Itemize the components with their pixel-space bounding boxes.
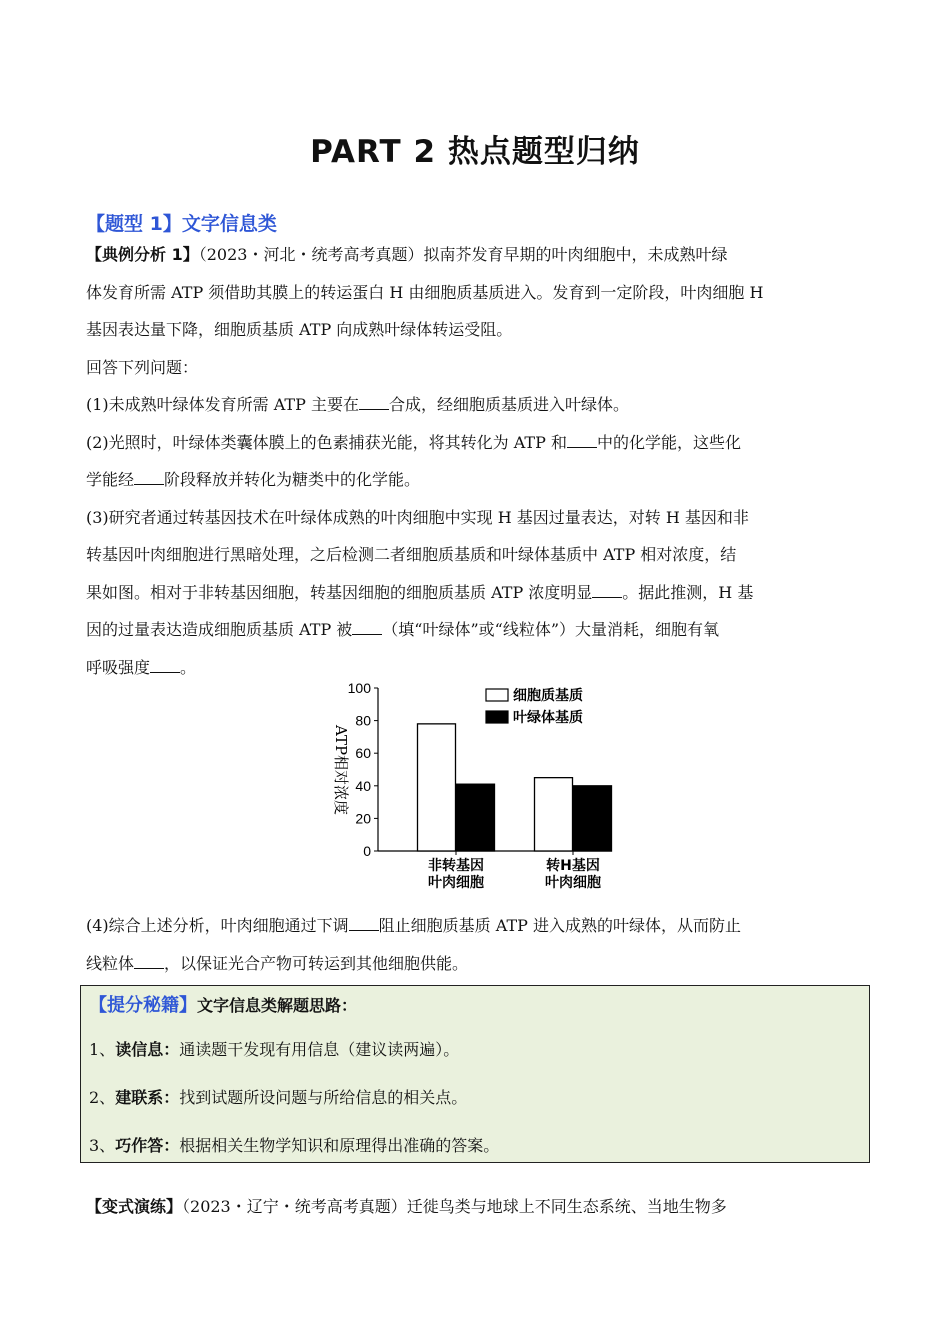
y-tick-label: 0 <box>363 843 371 859</box>
example-line-1 <box>86 236 866 274</box>
answer-blank[interactable] <box>150 656 180 673</box>
example-tag: 【典例分析 1】 <box>86 245 199 264</box>
variant-tag: 【变式演练】 <box>86 1197 183 1216</box>
question-1: (1)未成熟叶绿体发育所需 ATP 主要在 合成，经细胞质基质进入叶绿体。 <box>86 395 629 414</box>
answer-blank[interactable] <box>359 393 389 410</box>
variant-paragraph <box>86 1188 866 1226</box>
answer-blank[interactable] <box>349 914 379 931</box>
x-tick-label: 叶肉细胞 <box>428 875 484 891</box>
y-tick-label: 20 <box>355 810 371 827</box>
legend-label: 细胞质基质 <box>513 688 583 704</box>
tips-item-1: 1、读信息：通读题干发现有用信息（建议读两遍）。 <box>89 1040 460 1059</box>
question-3-line-5: 呼吸强度 。 <box>86 657 197 677</box>
bar-cytoplasm <box>418 724 456 851</box>
x-tick-label: 叶肉细胞 <box>545 875 601 891</box>
x-tick-label: 非转基因 <box>428 858 484 874</box>
answer-blank[interactable] <box>567 431 597 448</box>
tips-box <box>80 985 870 1163</box>
tips-item-2: 2、建联系：找到试题所设问题与所给信息的相关点。 <box>89 1088 468 1107</box>
y-axis-label: ATP相对浓度 <box>332 724 350 816</box>
atp-bar-chart <box>330 678 620 900</box>
bar-chloroplast <box>457 784 495 851</box>
tips-item-3: 3、巧作答：根据相关生物学知识和原理得出准确的答案。 <box>89 1136 500 1155</box>
question-3-line-1: (3)研究者通过转基因技术在叶绿体成熟的叶肉细胞中实现 H 基因过量表达，对转 H 基因和非 <box>86 507 749 527</box>
legend-label: 叶绿体基质 <box>513 710 583 726</box>
y-tick-label: 60 <box>355 745 371 762</box>
tips-tag: 【提分秘籍】 <box>89 995 197 1016</box>
answer-blank[interactable] <box>134 468 164 485</box>
question-4-line-2: 线粒体 ，以保证光合产物可转运到其他细胞供能。 <box>86 953 469 973</box>
example-line-2: 体发育所需 ATP 须借助其膜上的转运蛋白 H 由细胞质基质进入。发育到一定阶段，叶肉细胞 H <box>86 282 764 302</box>
answer-blank[interactable] <box>592 581 622 598</box>
example-paragraph <box>86 236 866 686</box>
y-tick-label: 80 <box>355 712 371 729</box>
legend-swatch <box>486 711 508 723</box>
question-3-line-3: 果如图。相对于非转基因细胞，转基因细胞的细胞质基质 ATP 浓度明显 。据此推测，H 基 <box>86 582 754 602</box>
x-tick-label: 转H基因 <box>546 858 600 874</box>
example-line-3: 基因表达量下降，细胞质基质 ATP 向成熟叶绿体转运受阻。 <box>86 320 513 339</box>
question-2-line-1: (2)光照时，叶绿体类囊体膜上的色素捕获光能，将其转化为 ATP 和 中的化学能，这些化 <box>86 432 741 452</box>
variant-text: （2023・辽宁・统考高考真题）迁徙鸟类与地球上不同生态系统、当地生物多 <box>182 1197 727 1216</box>
example-text-1: 拟南芥发育早期的叶肉细胞中，未成熟叶绿 <box>423 245 728 264</box>
tips-heading <box>89 991 357 1017</box>
question-3-line-2: 转基因叶肉细胞进行黑暗处理，之后检测二者细胞质基质和叶绿体基质中 ATP 相对浓度，结 <box>86 545 737 564</box>
tips-title: 文字信息类解题思路： <box>197 996 358 1015</box>
bar-cytoplasm <box>535 778 573 851</box>
y-tick-label: 40 <box>355 777 371 794</box>
question-2-line-2: 学能经 阶段释放并转化为糖类中的化学能。 <box>86 470 421 489</box>
question-4-paragraph <box>86 907 866 982</box>
page-title: PART 2 热点题型归纳 <box>304 126 646 171</box>
example-source: （2023・河北・统考高考真题） <box>198 245 424 264</box>
question-4-line-1: (4)综合上述分析，叶肉细胞通过下调 阻止细胞质基质 ATP 进入成熟的叶绿体，从而防止 <box>86 916 741 935</box>
legend-swatch <box>486 689 508 701</box>
question-3-line-4: 因的过量表达造成细胞质基质 ATP 被 （填“叶绿体”或“线粒体”）大量消耗，细胞有氧 <box>86 620 720 639</box>
bar-chloroplast <box>574 786 612 851</box>
page-title-wrap <box>0 126 950 171</box>
section-heading: 【题型 1】文字信息类 <box>86 213 277 235</box>
prompt-line: 回答下列问题： <box>86 357 199 377</box>
answer-blank[interactable] <box>352 618 382 635</box>
y-tick-label: 100 <box>347 680 371 696</box>
answer-blank[interactable] <box>134 952 164 969</box>
